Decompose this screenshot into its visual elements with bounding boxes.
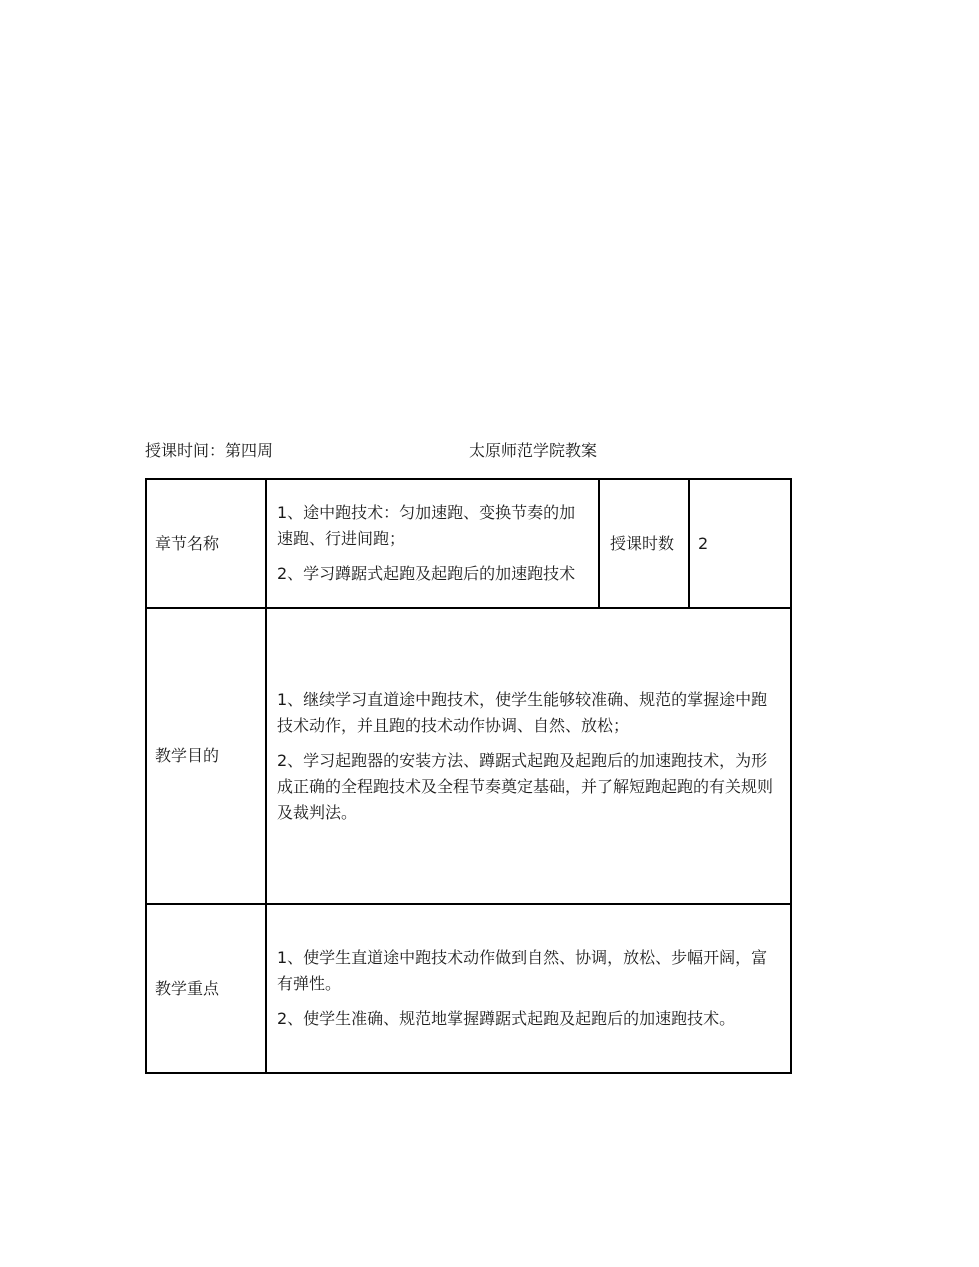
- teaching-time: 授课时间：第四周: [145, 441, 274, 460]
- key-point-line-1: 1、使学生直道途中跑技术动作做到自然、协调，放松、步幅开阔，富有弹性。: [277, 948, 768, 993]
- key-point-line-2: 2、使学生准确、规范地掌握蹲踞式起跑及起跑后的加速跑技术。: [277, 1009, 736, 1028]
- objectives-label: 教学目的: [146, 608, 266, 904]
- document-title: 太原师范学院教案: [469, 441, 598, 460]
- chapter-line-2: 2、学习蹲踞式起跑及起跑后的加速跑技术: [277, 564, 576, 583]
- chapter-label: 章节名称: [146, 479, 266, 608]
- key-points-row: [146, 904, 791, 1073]
- hours-label: 授课时数: [599, 479, 689, 608]
- hours-value: 2: [689, 479, 791, 608]
- objective-line-1: 1、继续学习直道途中跑技术，使学生能够较准确、规范的掌握途中跑技术动作，并且跑的技术动作协调、自然、放松；: [277, 689, 768, 735]
- objective-line-2: 2、学习起跑器的安装方法、蹲踞式起跑及起跑后的加速跑技术，为形成正确的全程跑技术及全程节奏奠定基础，并了解短跑起跑的有关规则及裁判法。: [277, 750, 774, 822]
- key-points-content: [266, 904, 791, 1073]
- chapter-content: [266, 479, 599, 608]
- objectives-content: [266, 608, 791, 904]
- chapter-row: [146, 479, 791, 608]
- objectives-row: [146, 608, 791, 904]
- key-points-label: 教学重点: [146, 904, 266, 1073]
- lesson-plan-table: [145, 478, 792, 1074]
- chapter-line-1: 1、途中跑技术：匀加速跑、变换节奏的加速跑、行进间跑；: [277, 503, 576, 548]
